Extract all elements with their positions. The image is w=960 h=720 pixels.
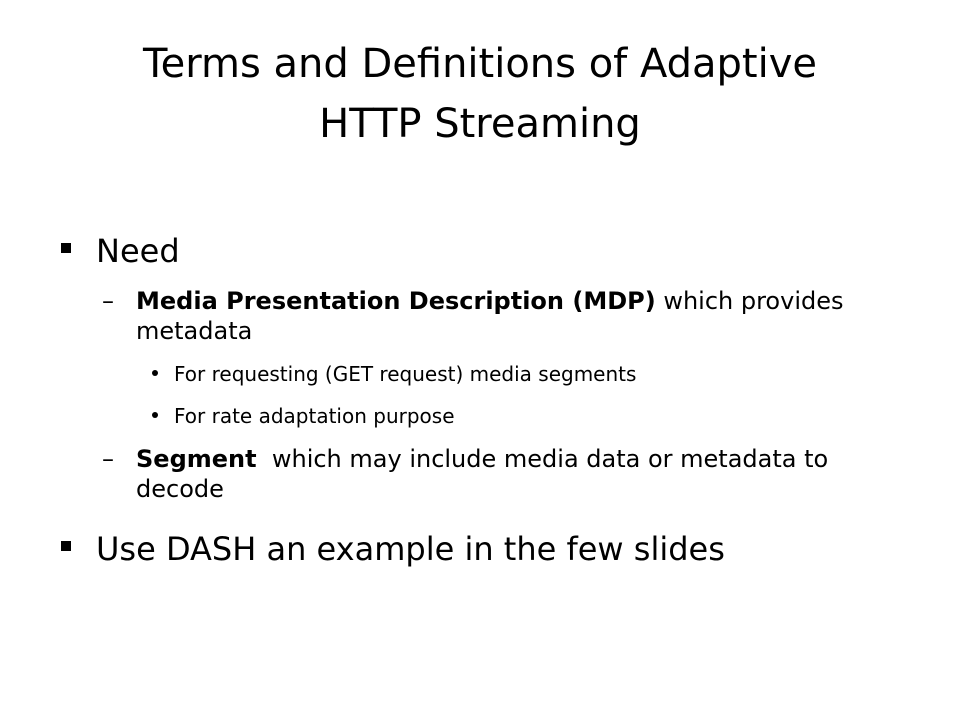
bullet-use-dash (58, 526, 918, 572)
dot-bullet-icon (152, 412, 158, 418)
sub-bullet-segment-bold: Segment (136, 445, 257, 473)
dash-bullet-icon: – (102, 287, 114, 315)
square-bullet-icon (61, 243, 71, 253)
dot-bullet-icon (152, 370, 158, 376)
sub-bullet-mdp-bold: Media Presentation Description (MDP) (136, 287, 656, 315)
sub-bullet-mdp-text: which provides metadata (136, 287, 844, 345)
dash-bullet-icon: – (102, 445, 114, 473)
bullet-need (58, 228, 918, 274)
sub-bullet-segment (58, 444, 918, 504)
bullet-need-text: Need (96, 232, 180, 270)
sub-sub-bullet-rate-adaptation (58, 402, 918, 430)
bullet-use-dash-text: Use DASH an example in the few slides (96, 530, 725, 568)
sub-sub-bullet-get-request-text: For requesting (GET request) media segments (174, 362, 637, 386)
slide-title-line-2: HTTP Streaming (319, 101, 641, 147)
slide-title (60, 34, 900, 154)
slide-body (58, 228, 918, 572)
sub-bullet-segment-text: which may include media data or metadata to decode (136, 445, 836, 503)
sub-sub-bullet-rate-adaptation-text: For rate adaptation purpose (174, 404, 455, 428)
slide-title-line-1: Terms and Definitions of Adaptive (142, 41, 818, 87)
sub-sub-bullet-get-request (58, 360, 918, 388)
square-bullet-icon (61, 541, 71, 551)
sub-bullet-mdp (58, 286, 918, 346)
